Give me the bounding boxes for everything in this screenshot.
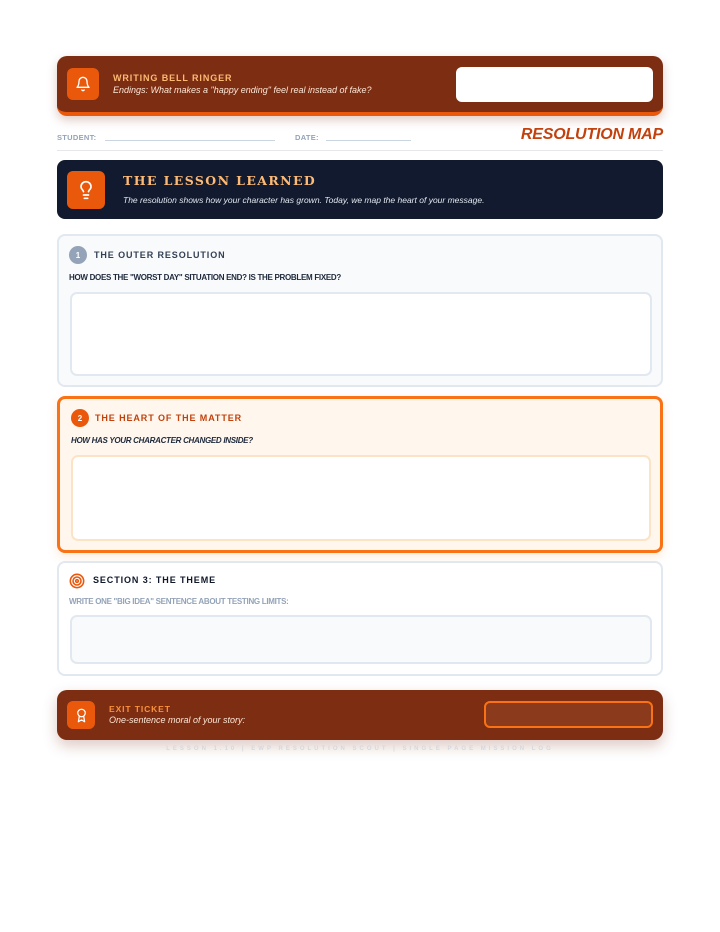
page-title: RESOLUTION MAP (520, 126, 663, 143)
lightbulb-icon (67, 171, 105, 209)
section-prompt: HOW DOES THE "WORST DAY" SITUATION END? IS THE PROBLEM FIXED? (69, 273, 341, 282)
section-heart-of-the-matter (57, 396, 663, 553)
date-line[interactable] (326, 140, 411, 141)
exit-ticket-kicker: EXIT TICKET (109, 704, 171, 714)
bell-icon (67, 68, 99, 100)
student-header (57, 128, 663, 151)
section-theme (57, 561, 663, 676)
award-icon (67, 701, 95, 729)
section-outer-resolution (57, 234, 663, 387)
date-label: DATE: (295, 133, 319, 142)
lesson-subtext: The resolution shows how your character has grown. Today, we map the heart of your message. (123, 195, 485, 205)
bell-ringer-kicker: WRITING BELL RINGER (113, 73, 233, 83)
target-icon (69, 573, 85, 589)
exit-ticket-answer-field[interactable] (484, 701, 653, 728)
bell-ringer-question: Endings: What makes a "happy ending" feel real instead of fake? (113, 85, 372, 95)
lesson-heading: THE LESSON LEARNED (123, 173, 317, 188)
bell-ringer-answer-field[interactable] (456, 67, 653, 102)
student-name-line[interactable] (105, 140, 275, 141)
page-footer: LESSON 1.10 | EWP RESOLUTION SCOUT | SINGLE PAGE MISSION LOG (166, 746, 554, 752)
theme-answer-box[interactable] (70, 615, 652, 664)
section-heading: THE HEART OF THE MATTER (95, 413, 243, 423)
section-heading: THE OUTER RESOLUTION (94, 250, 226, 260)
section-prompt: WRITE ONE "BIG IDEA" SENTENCE ABOUT TESTING LIMITS: (69, 597, 289, 606)
exit-ticket-banner (57, 690, 663, 740)
section-number-badge: 2 (71, 409, 89, 427)
character-change-answer-box[interactable] (71, 455, 651, 541)
section-number-badge: 1 (69, 246, 87, 264)
section-prompt: HOW HAS YOUR CHARACTER CHANGED INSIDE? (71, 436, 253, 445)
exit-ticket-prompt: One-sentence moral of your story: (109, 715, 246, 725)
outer-resolution-answer-box[interactable] (70, 292, 652, 376)
lesson-banner (57, 160, 663, 219)
section-heading: SECTION 3: THE THEME (93, 575, 217, 585)
student-label: STUDENT: (57, 133, 97, 142)
bell-ringer-banner (57, 56, 663, 116)
